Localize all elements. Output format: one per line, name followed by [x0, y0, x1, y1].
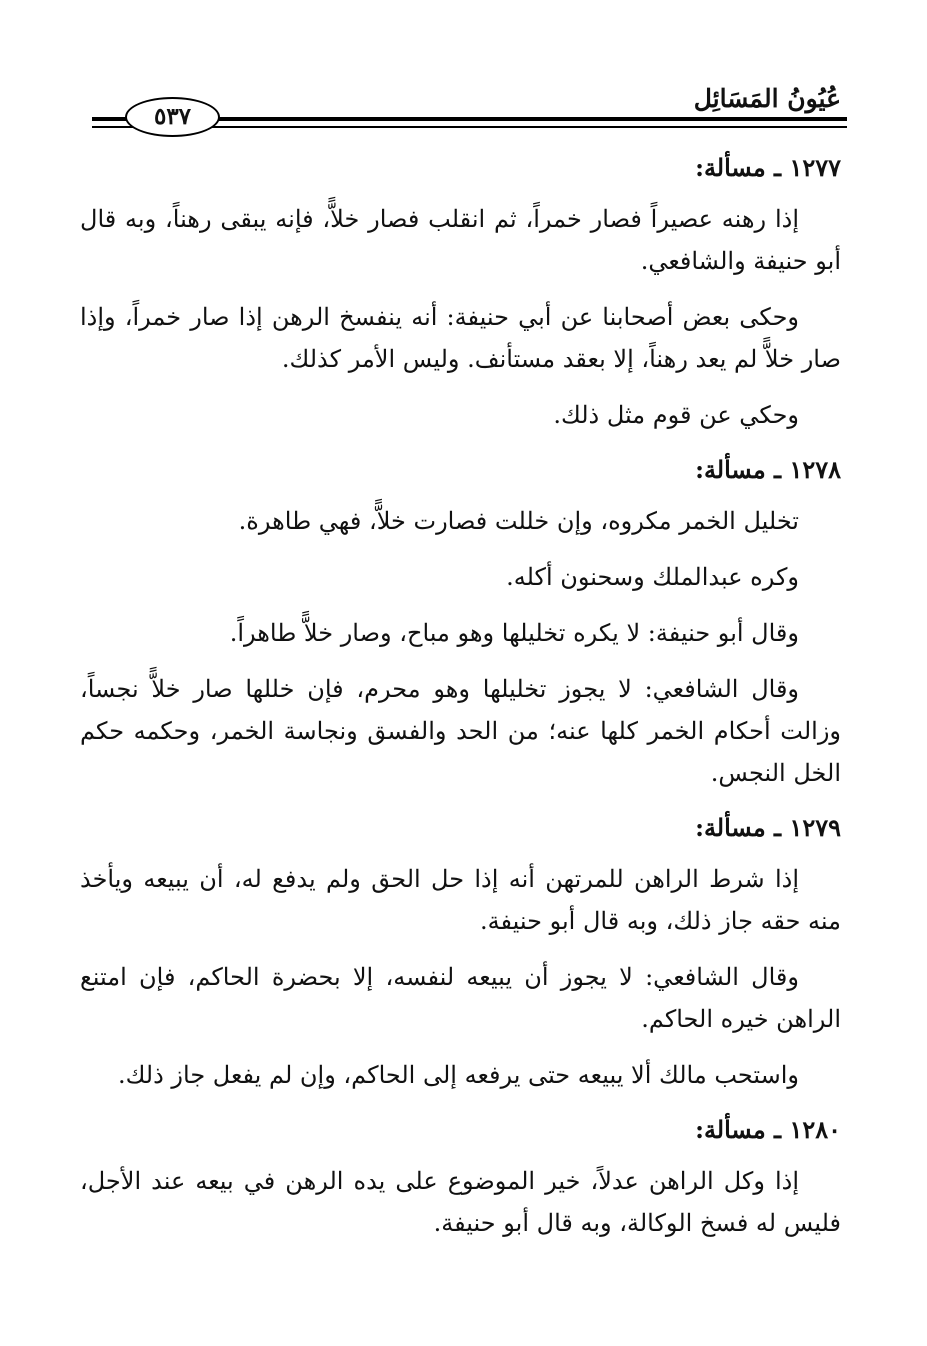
page-number-badge [125, 97, 220, 137]
masala-heading: ١٢٧٨ ـ مسألة: [695, 455, 841, 484]
paragraph: وحكي عن قوم مثل ذلك. [553, 401, 799, 429]
paragraph: وقال الشافعي: لا يجوز تخليلها وهو محرم، فإن خللها صار خلاًّ نجساً، وزالت أحكام الخمر كلها عنه؛ من الحد والفسق ونجاسة الخمر، وحكمه حكم الخل النجس. [80, 675, 841, 787]
masala-1278 [80, 450, 841, 794]
paragraph: تخليل الخمر مكروه، وإن خللت فصارت خلاًّ، فهي طاهرة. [238, 507, 799, 535]
masala-heading: ١٢٨٠ ـ مسألة: [695, 1115, 841, 1144]
paragraph: إذا رهنه عصيراً فصار خمراً، ثم انقلب فصار خلاًّ، فإنه يبقى رهناً، وبه قال أبو حنيفة والشافعي. [80, 205, 841, 275]
paragraph: وكره عبدالملك وسحنون أكله. [506, 563, 799, 591]
paragraph: إذا شرط الراهن للمرتهن أنه إذا حل الحق ولم يدفع له، أن يبيعه ويأخذ منه حقه جاز ذلك، وبه قال أبو حنيفة. [80, 865, 841, 935]
paragraph: وقال أبو حنيفة: لا يكره تخليلها وهو مباح، وصار خلاًّ طاهراً. [229, 619, 799, 647]
masala-heading: ١٢٧٧ ـ مسألة: [695, 153, 841, 182]
paragraph: واستحب مالك ألا يبيعه حتى يرفعه إلى الحاكم، وإن لم يفعل جاز ذلك. [117, 1061, 799, 1089]
paragraph: وقال الشافعي: لا يجوز أن يبيعه لنفسه، إلا بحضرة الحاكم، فإن امتنع الراهن خيره الحاكم. [80, 963, 841, 1033]
paragraph: وحكى بعض أصحابنا عن أبي حنيفة: أنه ينفسخ الرهن إذا صار خمراً، وإذا صار خلاًّ لم يعد رهناً، إلا بعقد مستأنف. وليس الأمر كذلك. [80, 303, 841, 373]
masala-1279 [80, 808, 841, 1096]
page-number: ٥٣٧ [153, 103, 192, 130]
masala-1277 [80, 148, 841, 436]
running-title: عُيُونُ المَسَائِل [693, 84, 841, 113]
masala-heading: ١٢٧٩ ـ مسألة: [695, 813, 841, 842]
paragraph: إذا وكل الراهن عدلاً، خير الموضوع على يده الرهن في بيعه عند الأجل، فليس له فسخ الوكالة، وبه قال أبو حنيفة. [80, 1167, 841, 1237]
page-body [80, 148, 841, 1258]
masala-1280 [80, 1110, 841, 1244]
